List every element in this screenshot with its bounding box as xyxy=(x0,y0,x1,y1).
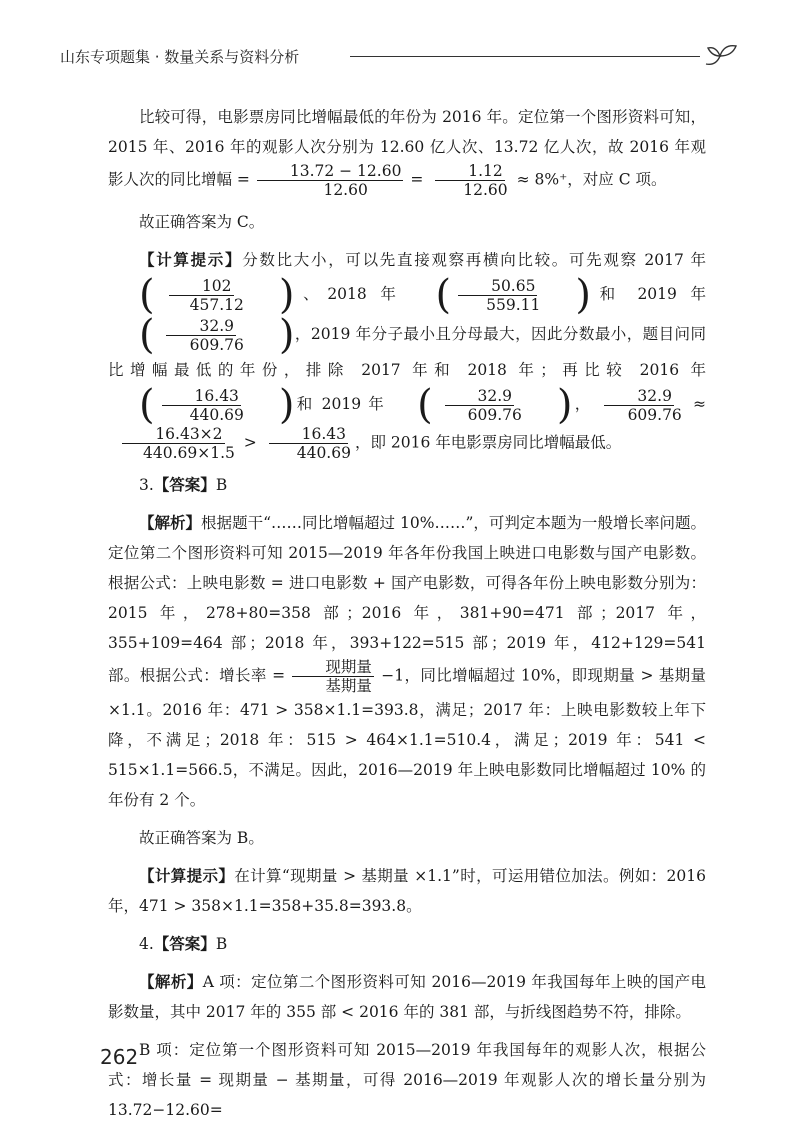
answer-3: 3.【答案】B xyxy=(139,476,228,494)
fraction: ( $\frac{102}{457.12}$ ) xyxy=(139,272,295,318)
header-rule xyxy=(350,56,700,57)
sprout-icon xyxy=(702,40,740,70)
fraction: $\frac{1.12}{12.60}$ xyxy=(430,162,509,199)
header-title: 山东专项题集 · 数量关系与资料分析 xyxy=(60,48,300,66)
fraction: $\frac{\text{现期量}}{\text{基期量}}$ xyxy=(292,658,374,695)
calc-hint-2: 【计算提示】在计算“现期量 > 基期量 ×1.1”时，可运用错位加法。例如：2016 年，471 > 358×1.1=358+35.8=393.8。 xyxy=(108,867,706,915)
calc-hint-tag: 【计算提示】 xyxy=(139,251,243,269)
paragraph-6: 故正确答案为 B。 xyxy=(139,829,264,847)
paragraph-1 xyxy=(108,102,706,199)
calc-hint-tag: 【计算提示】 xyxy=(139,867,235,885)
fraction: $\frac{32.9}{609.76}$ xyxy=(595,387,684,424)
answer-4: 4.【答案】B xyxy=(139,935,228,953)
paragraph-3-calc-hint: 【计算提示】分数比大小，可以先直接观察再横向比较。可先观察 2017 年 ( $\frac{102}{457.12}$ ) 、2018 年 ( $\frac{50.65}{559.11}$ ) 和 2019 年 ( $\frac{32.9}{609.76}$ ) ，2019 年分子最小且分母最大，因此分数最小，题目问同比增幅最低的年份，排除 2017 年和 2018 年；再比较 2016 年 ( $\frac{16.43}{440.69}$ ) 和 2019 年 ( $\frac{32.9}{609.76}$ ) ， $\frac{32.9}{609.76}$ ≈ $\frac{16.43\times 2}{440.69\times 1.5}$ > $\frac{16.43}{440.69}$ ，即 2016 年电影票房同比增幅最低。 xyxy=(108,251,706,462)
fraction: ( $\frac{32.9}{609.76}$ ) xyxy=(139,312,295,358)
text: 比较可得，电影票房同比增幅最低的年份为 2016 年。定位第一个图形资料可知，2015 年、2016 年的观影人次分别为 12.60 亿人次、13.72 亿人次，故 2016 年观影人次的同比增幅 = xyxy=(108,108,706,189)
fraction: ( $\frac{16.43}{440.69}$ ) xyxy=(139,382,295,428)
analysis-3: 【解析】根据题干“……同比增幅超过 10%……”，可判定本题为一般增长率问题。定位第二个图形资料可知 2015—2019 年各年份我国上映进口电影数与国产电影数。根据公式：上映电影数 = 进口电影数 + 国产电影数，可得各年份上映电影数分别为：2015 年，278+80=358 部；2016 年，381+90=471 部；2017 年，355+109=464 部；2018 年，393+122=515 部；2019 年，412+129=541 部。根据公式：增长率 = $\frac{\text{现期量}}{\text{基期量}}$ −1，同比增幅超过 10%，即现期量 > 基期量 ×1.1。2016 年：471 > 358×1.1=393.8，满足；2017 年：上映电影数较上年下降，不满足；2018 年：515 > 464×1.1=510.4，满足；2019 年：541 < 515×1.1=566.5，不满足。因此，2016—2019 年上映电影数同比增幅超过 10% 的年份有 2 个。 xyxy=(108,514,707,809)
paragraph-10: B 项：定位第一个图形资料可知 2015—2019 年我国每年的观影人次，根据公式：增长量 = 现期量 − 基期量，可得 2016—2019 年观影人次的增长量分别为 13.72−12.60= xyxy=(108,1041,706,1119)
answer-tag: 【答案】 xyxy=(153,476,216,494)
answer-tag: 【答案】 xyxy=(153,935,216,953)
text: = xyxy=(405,170,429,189)
page-number: 262 xyxy=(100,1045,139,1069)
analysis-tag: 【解析】 xyxy=(139,973,203,991)
fraction: ( $\frac{32.9}{609.76}$ ) xyxy=(417,382,573,428)
analysis-tag: 【解析】 xyxy=(139,514,202,532)
page-body xyxy=(108,102,706,1133)
running-header xyxy=(60,40,740,80)
fraction: $\frac{13.72 - 12.60}{12.60}$ xyxy=(257,162,404,199)
paragraph-2: 故正确答案为 C。 xyxy=(139,213,265,231)
fraction: $\frac{16.43\times 2}{440.69\times 1.5}$ xyxy=(110,425,237,462)
analysis-4: 【解析】A 项：定位第二个图形资料可知 2016—2019 年我国每年上映的国产电影数量，其中 2017 年的 355 部 < 2016 年的 381 部，与折线图趋势不符，排除。 xyxy=(108,973,706,1021)
fraction: $\frac{16.43}{440.69}$ xyxy=(264,425,353,462)
text: ≈ 8%⁺，对应 C 项。 xyxy=(511,170,667,189)
fraction: ( $\frac{50.65}{559.11}$ ) xyxy=(435,272,591,318)
